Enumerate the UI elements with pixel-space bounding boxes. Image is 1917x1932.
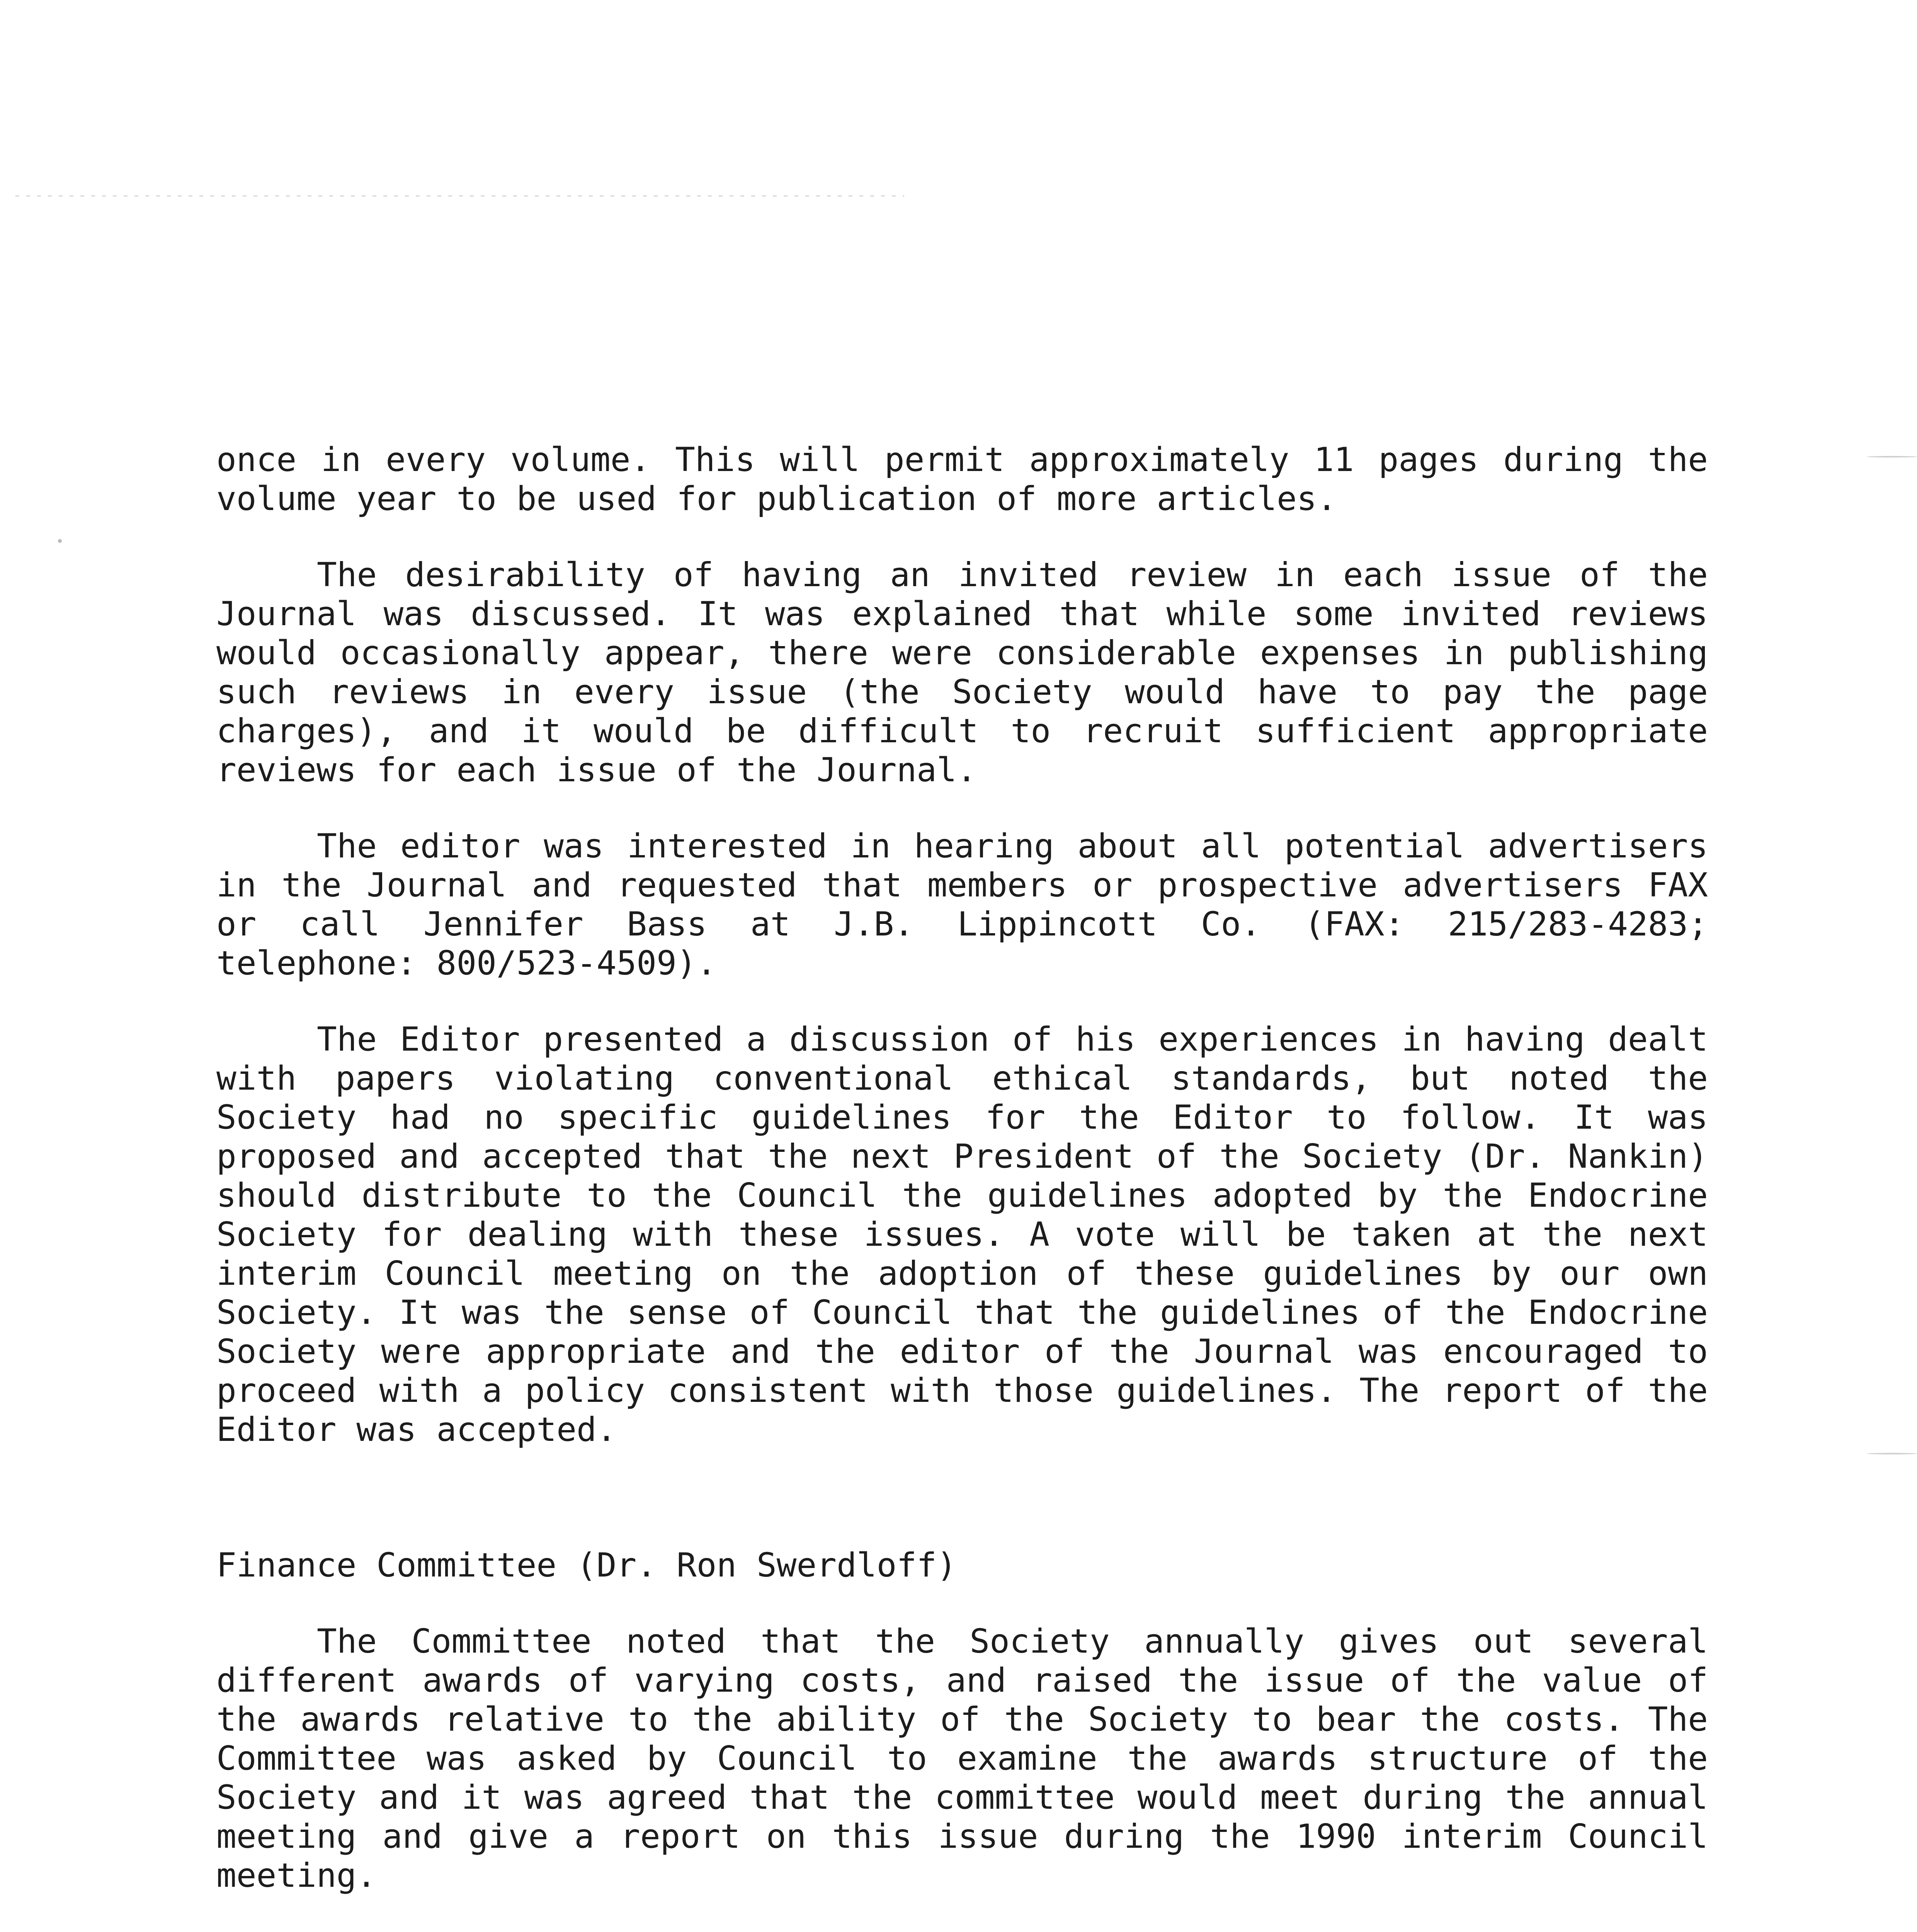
paragraph-invited-review: The desirability of having an invited review in each issue of the Journal was discussed. It was explained that while some invited reviews would occasionally appear, there were considerable expenses in publishing such reviews in every issue (the Society would have to pay the page charges), and it would be difficult to recruit sufficient appropriate reviews for each issue of the Journal. xyxy=(216,556,1708,789)
paragraph-advertisers: The editor was interested in hearing about all potential advertisers in the Journal and requested that members or prospective advertisers FAX or call Jennifer Bass at J.B. Lippincott Co. (FAX: 215/283-4283; telephone: 800/523-4509). xyxy=(216,827,1708,983)
scan-artifact-line xyxy=(15,195,904,197)
section-heading-finance-committee: Finance Committee (Dr. Ron Swerdloff) xyxy=(216,1546,957,1585)
scan-speck xyxy=(58,539,62,543)
paragraph-awards: The Committee noted that the Society annually gives out several different awards of varying costs, and raised the issue of the value of the awards relative to the ability of the Society to bear the costs. The Committee was asked by Council to examine the awards structure of the Society and it was agreed that the committee would meet during the annual meeting and give a report on this issue during the 1990 interim Council meeting. xyxy=(216,1622,1708,1895)
scan-edge-mark xyxy=(1867,1453,1917,1454)
paragraph-journal-pages: once in every volume. This will permit approximately 11 pages during the volume year to be used for publication of more articles. xyxy=(216,440,1708,518)
document-page xyxy=(216,440,1708,1932)
scan-edge-mark xyxy=(1867,456,1917,457)
paragraph-ethical-standards: The Editor presented a discussion of his experiences in having dealt with papers violating conventional ethical standards, but noted the Society had no specific guidelines for the Editor to follow. It was proposed and accepted that the next President of the Society (Dr. Nankin) should distribute to the Council the guidelines adopted by the Endocrine Society for dealing with these issues. A vote will be taken at the next interim Council meeting on the adoption of these guidelines by our own Society. It was the sense of Council that the guidelines of the Endocrine Society were appropriate and the editor of the Journal was encouraged to proceed with a policy consistent with those guidelines. The report of the Editor was accepted. xyxy=(216,1020,1708,1449)
